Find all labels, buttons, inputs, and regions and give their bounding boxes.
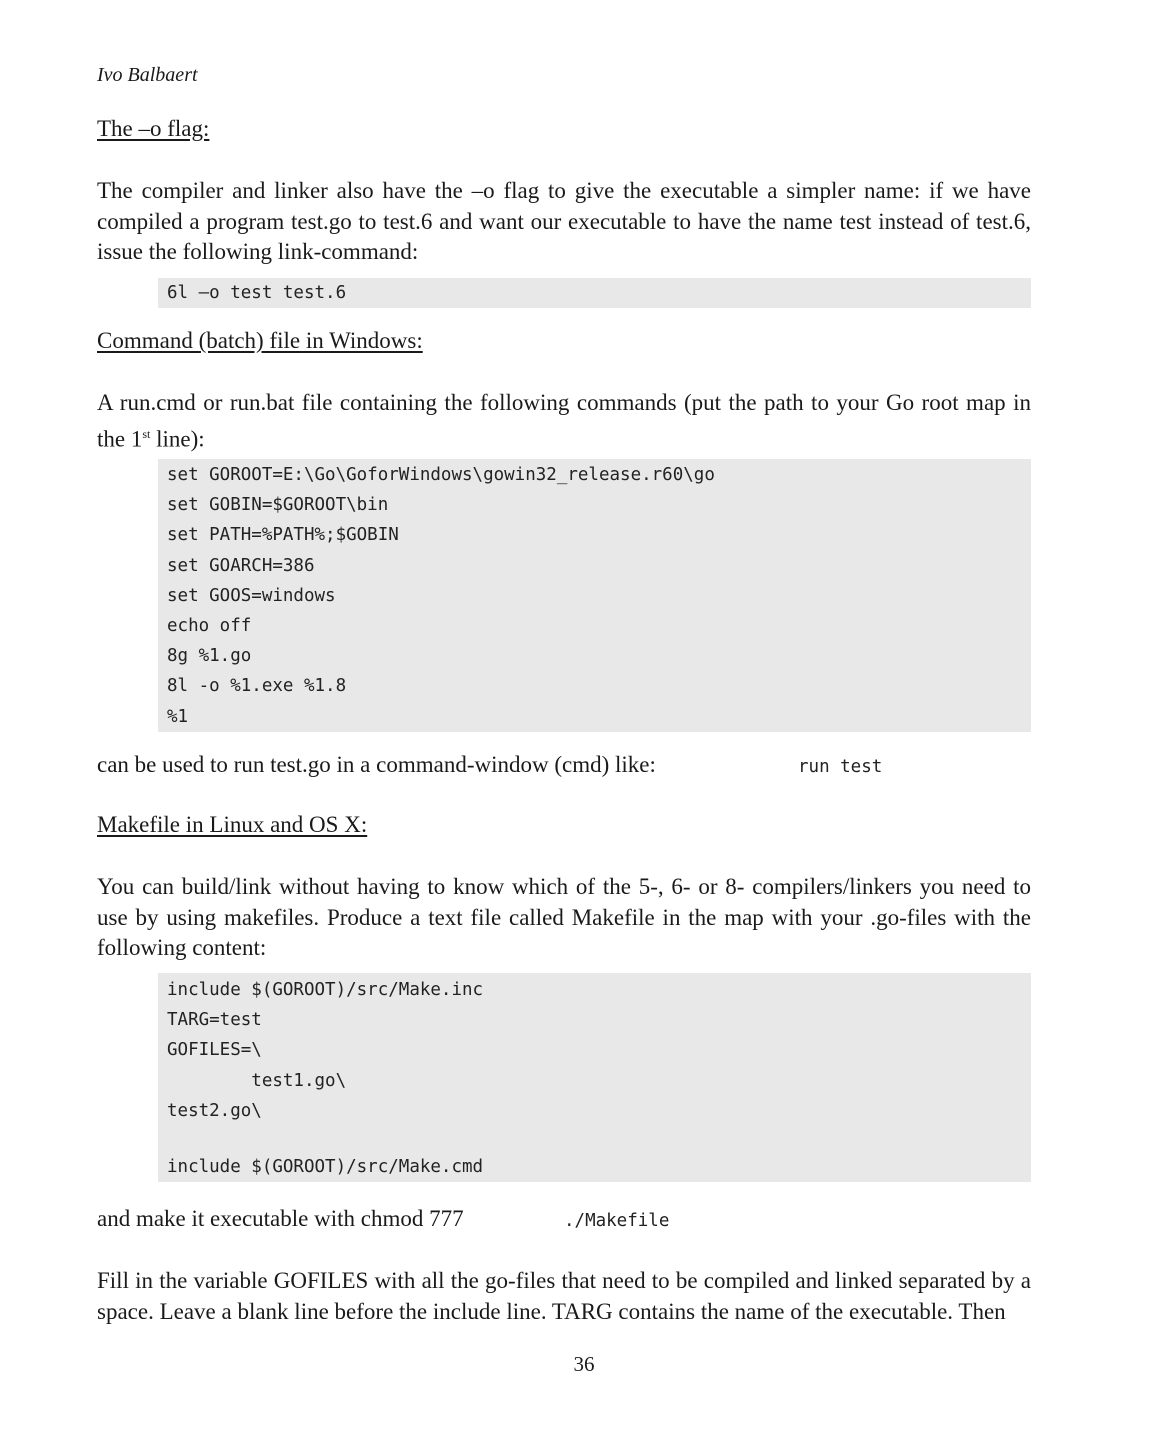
code-line: set GOBIN=$GOROOT\bin [167, 495, 389, 516]
heading-makefile: Makefile in Linux and OS X: [97, 812, 368, 837]
code-line: 8l -o %1.exe %1.8 [167, 676, 347, 697]
paragraph-text-end: line): [150, 426, 205, 452]
code-line: set GOARCH=386 [167, 555, 315, 576]
inline-code-run-test: run test [798, 757, 883, 777]
code-line: test1.go\ [167, 1070, 347, 1091]
paragraph-text: A run.cmd or run.bat file containing the following commands (put the path to your Go root map in the 1 [97, 390, 1031, 452]
code-line: 8g %1.go [167, 646, 252, 667]
code-block-makefile [158, 973, 1031, 1182]
page-number: 36 [573, 1352, 595, 1376]
run-test-text: can be used to run test.go in a command-window (cmd) like: [97, 752, 656, 777]
heading-o-flag: The –o flag: [97, 116, 210, 141]
code-block-link-command [158, 278, 1031, 308]
chmod-text: and make it executable with chmod 777 [97, 1206, 464, 1231]
code-line: include $(GOROOT)/src/Make.cmd [167, 1156, 484, 1177]
paragraph-gofiles: Fill in the variable GOFILES with all the go-files that need to be compiled and linked separated by a space. Leave a blank line before the include line. TARG contains the name of the executable. Then [97, 1268, 1031, 1324]
code-line: set GOOS=windows [167, 585, 336, 606]
code-line: TARG=test [167, 1010, 262, 1031]
code-line-blank [167, 1126, 1031, 1152]
code-line: set GOROOT=E:\Go\GoforWindows\gowin32_release.r60\go [167, 465, 715, 485]
code-line: test2.go\ [167, 1100, 262, 1121]
heading-windows-batch: Command (batch) file in Windows: [97, 328, 423, 353]
code-line: include $(GOROOT)/src/Make.inc [167, 980, 484, 1000]
code-block-run-cmd [158, 459, 1031, 732]
running-header-author: Ivo Balbaert [97, 64, 198, 86]
code-line: %1 [167, 706, 189, 727]
paragraph-makefile: You can build/link without having to know which of the 5-, 6- or 8- compilers/linkers you need to use by using makefiles. Produce a text file called Makefile in the map with your .go-files with the following content: [97, 874, 1031, 960]
code-line: GOFILES=\ [167, 1040, 262, 1061]
paragraph-windows-batch [97, 388, 1031, 455]
code-line: 6l –o test test.6 [167, 283, 347, 303]
code-line: set PATH=%PATH%;$GOBIN [167, 525, 399, 546]
paragraph-o-flag: The compiler and linker also have the –o flag to give the executable a simpler name: if we have compiled a program test.go to test.6 and want our executable to have the name test instead of test.6, issue the following link-command: [97, 178, 1031, 264]
code-line: echo off [167, 615, 252, 636]
superscript-st: st [142, 426, 151, 441]
inline-code-makefile: ./Makefile [564, 1211, 670, 1231]
